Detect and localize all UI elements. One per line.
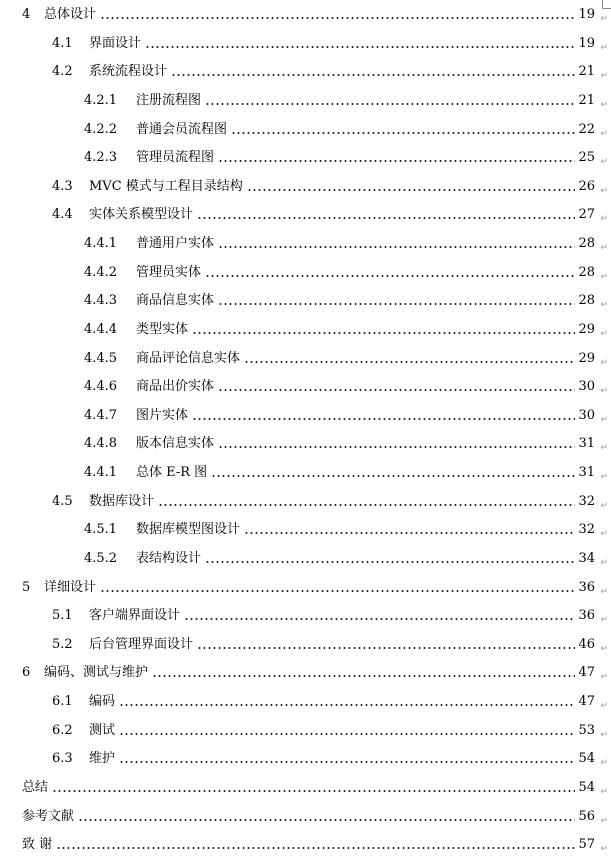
toc-entry-number: 4.4.3 bbox=[84, 293, 118, 309]
dot-leader bbox=[158, 504, 575, 506]
dot-leader bbox=[78, 819, 575, 821]
toc-entry-title: 普通用户实体 bbox=[136, 236, 215, 252]
dot-leader bbox=[145, 46, 575, 48]
toc-entry-page: 57 bbox=[578, 837, 595, 853]
toc-entry[interactable] bbox=[0, 262, 611, 284]
paragraph-mark-icon: ↵ bbox=[600, 71, 608, 82]
toc-entry[interactable] bbox=[0, 720, 611, 742]
toc-entry-title: 编码 bbox=[89, 694, 116, 710]
toc-entry-title: 类型实体 bbox=[136, 321, 189, 337]
toc-entry-number: 4.2.1 bbox=[84, 92, 118, 108]
toc-entry-title: 客户端界面设计 bbox=[89, 608, 181, 624]
toc-entry-page: 31 bbox=[578, 436, 595, 452]
toc-entry-title: 界面设计 bbox=[89, 35, 142, 51]
toc-entry-number: 4.2 bbox=[52, 64, 73, 80]
toc-entry-title: 参考文献 bbox=[22, 808, 75, 824]
paragraph-mark-icon: ↵ bbox=[600, 328, 608, 339]
paragraph-mark-icon: ↵ bbox=[600, 414, 608, 425]
toc-entry-number: 6.1 bbox=[52, 694, 73, 710]
paragraph-mark-icon: ↵ bbox=[600, 529, 608, 540]
toc-entry-page: 27 bbox=[578, 207, 595, 223]
dot-leader bbox=[197, 647, 575, 649]
paragraph-mark-icon: ↵ bbox=[600, 758, 608, 769]
toc-entry-title: 数据库模型图设计 bbox=[136, 522, 241, 538]
toc-entry-number: 4.4.7 bbox=[84, 407, 118, 423]
toc-entry[interactable] bbox=[0, 806, 611, 828]
toc-entry-page: 36 bbox=[578, 579, 595, 595]
toc-entry-number: 5.1 bbox=[52, 608, 73, 624]
toc-entry-page: 21 bbox=[578, 92, 595, 108]
paragraph-mark-icon: ↵ bbox=[600, 357, 608, 368]
toc-entry[interactable] bbox=[0, 462, 611, 484]
paragraph-mark-icon: ↵ bbox=[600, 844, 608, 855]
paragraph-mark-icon: ↵ bbox=[600, 243, 608, 254]
dot-leader bbox=[205, 561, 575, 563]
toc-entry-page: 28 bbox=[578, 264, 595, 280]
dot-leader bbox=[56, 847, 575, 849]
toc-entry-title: 测试 bbox=[89, 722, 116, 738]
toc-entry-page: 22 bbox=[578, 121, 595, 137]
toc-entry[interactable] bbox=[0, 33, 611, 55]
toc-entry[interactable] bbox=[0, 748, 611, 770]
toc-entry-title: 实体关系模型设计 bbox=[89, 207, 194, 223]
toc-entry-title: 注册流程图 bbox=[136, 92, 202, 108]
dot-leader bbox=[247, 189, 576, 191]
paragraph-mark-icon: ↵ bbox=[600, 500, 608, 511]
toc-entry[interactable] bbox=[0, 319, 611, 341]
paragraph-mark-icon: ↵ bbox=[600, 128, 608, 139]
dot-leader bbox=[119, 733, 575, 735]
toc-entry[interactable] bbox=[0, 605, 611, 627]
toc-entry-title: 系统流程设计 bbox=[89, 64, 168, 80]
toc-entry-number: 4.2.2 bbox=[84, 121, 118, 137]
paragraph-mark-icon: ↵ bbox=[600, 586, 608, 597]
toc-entry-page: 47 bbox=[578, 694, 595, 710]
paragraph-mark-icon: ↵ bbox=[600, 815, 608, 826]
toc-entry-number: 4.3 bbox=[52, 178, 73, 194]
dot-leader bbox=[119, 704, 575, 706]
dot-leader bbox=[231, 132, 575, 134]
toc-entry[interactable] bbox=[0, 90, 611, 112]
toc-entry[interactable] bbox=[0, 290, 611, 312]
toc-entry[interactable] bbox=[0, 634, 611, 656]
toc-entry-page: 19 bbox=[578, 7, 595, 22]
dot-leader bbox=[218, 246, 575, 248]
toc-entry-page: 47 bbox=[578, 665, 595, 681]
toc-entry-title: 致 谢 bbox=[22, 837, 53, 853]
toc-entry[interactable] bbox=[0, 519, 611, 541]
dot-leader bbox=[244, 532, 575, 534]
toc-entry-title: 详细设计 bbox=[44, 579, 97, 595]
toc-entry[interactable] bbox=[0, 491, 611, 513]
toc-entry-number: 4.4.8 bbox=[84, 436, 118, 452]
toc-entry-page: 54 bbox=[578, 751, 595, 767]
dot-leader bbox=[100, 17, 575, 19]
paragraph-mark-icon: ↵ bbox=[600, 386, 608, 397]
dot-leader bbox=[119, 761, 575, 763]
toc-entry[interactable] bbox=[0, 777, 611, 799]
dot-leader bbox=[171, 74, 575, 76]
toc-entry-page: 29 bbox=[578, 350, 595, 366]
paragraph-mark-icon: ↵ bbox=[600, 14, 608, 24]
toc-entry-page: 26 bbox=[578, 178, 595, 194]
toc-entry-page: 54 bbox=[578, 780, 595, 795]
dot-leader bbox=[218, 446, 575, 448]
paragraph-mark-icon: ↵ bbox=[600, 443, 608, 454]
toc-entry[interactable] bbox=[0, 4, 611, 26]
dot-leader bbox=[192, 418, 575, 420]
toc-entry-page: 32 bbox=[578, 522, 595, 538]
toc-entry[interactable] bbox=[0, 577, 611, 599]
toc-entry-number: 4.4.5 bbox=[84, 350, 118, 366]
dot-leader bbox=[244, 361, 575, 363]
dot-leader bbox=[205, 103, 575, 105]
toc-entry-number: 5 bbox=[22, 579, 31, 595]
toc-entry-number: 4.4.6 bbox=[84, 379, 118, 395]
toc-entry-page: 21 bbox=[578, 64, 595, 80]
toc-entry[interactable] bbox=[0, 405, 611, 427]
paragraph-mark-icon: ↵ bbox=[600, 557, 608, 568]
dot-leader bbox=[218, 389, 575, 391]
toc-entry[interactable] bbox=[0, 147, 611, 169]
paragraph-mark-icon: ↵ bbox=[600, 157, 608, 168]
toc-entry[interactable] bbox=[0, 119, 611, 141]
toc-entry-number: 6.2 bbox=[52, 722, 73, 738]
toc-entry-number: 4.5 bbox=[52, 493, 73, 509]
toc-entry-number: 5.2 bbox=[52, 636, 73, 652]
toc-entry[interactable] bbox=[0, 176, 611, 198]
toc-entry[interactable] bbox=[0, 691, 611, 713]
toc-entry-title: 编码、测试与维护 bbox=[44, 665, 149, 681]
toc-entry[interactable] bbox=[0, 433, 611, 455]
paragraph-mark-icon: ↵ bbox=[600, 185, 608, 196]
toc-entry-number: 4.5.2 bbox=[84, 550, 118, 566]
toc-entry-number: 4.2.3 bbox=[84, 150, 118, 166]
dot-leader bbox=[218, 303, 575, 305]
toc-entry-page: 29 bbox=[578, 321, 595, 337]
toc-entry-title: 普通会员流程图 bbox=[136, 121, 228, 137]
toc-entry-title: 总体 E-R 图 bbox=[136, 465, 208, 481]
toc-entry[interactable] bbox=[0, 548, 611, 570]
toc-entry-page: 30 bbox=[578, 379, 595, 395]
dot-leader bbox=[184, 618, 575, 620]
dot-leader bbox=[192, 332, 575, 334]
toc-entry-number: 6.3 bbox=[52, 751, 73, 767]
toc-entry-page: 30 bbox=[578, 407, 595, 423]
paragraph-mark-icon: ↵ bbox=[600, 472, 608, 483]
toc-entry[interactable] bbox=[0, 61, 611, 83]
toc-entry-title: 数据库设计 bbox=[89, 493, 155, 509]
toc-entry[interactable] bbox=[0, 834, 611, 856]
toc-entry-number: 4 bbox=[22, 7, 31, 22]
toc-entry-number: 4.4.1 bbox=[84, 236, 118, 252]
toc-entry-title: 总结 bbox=[22, 780, 49, 795]
toc-entry-number: 4.4.4 bbox=[84, 321, 118, 337]
toc-entry-title: 后台管理界面设计 bbox=[89, 636, 194, 652]
toc-entry-number: 4.4 bbox=[52, 207, 73, 223]
toc-entry[interactable] bbox=[0, 662, 611, 684]
toc-entry-title: 表结构设计 bbox=[136, 550, 202, 566]
toc-entry-page: 28 bbox=[578, 293, 595, 309]
toc-entry-title: 管理员实体 bbox=[136, 264, 202, 280]
toc-entry-page: 46 bbox=[578, 636, 595, 652]
toc-entry-title: 商品评论信息实体 bbox=[136, 350, 241, 366]
paragraph-mark-icon: ↵ bbox=[600, 300, 608, 311]
toc-entry[interactable] bbox=[0, 348, 611, 370]
toc-entry-title: 总体设计 bbox=[44, 7, 97, 22]
toc-entry-number: 4.5.1 bbox=[84, 522, 118, 538]
dot-leader bbox=[197, 217, 575, 219]
toc-entry-number: 4.4.1 bbox=[84, 465, 118, 481]
toc-entry-page: 56 bbox=[578, 808, 595, 824]
toc-entry-title: 维护 bbox=[89, 751, 116, 767]
paragraph-mark-icon: ↵ bbox=[600, 99, 608, 110]
toc-entry-title: MVC 模式与工程目录结构 bbox=[89, 178, 243, 194]
toc-entry-title: 版本信息实体 bbox=[136, 436, 215, 452]
toc-entry-title: 图片实体 bbox=[136, 407, 189, 423]
paragraph-mark-icon: ↵ bbox=[600, 42, 608, 53]
dot-leader bbox=[205, 275, 575, 277]
toc-entry-number: 4.4.2 bbox=[84, 264, 118, 280]
toc-entry-page: 28 bbox=[578, 236, 595, 252]
paragraph-mark-icon: ↵ bbox=[600, 643, 608, 654]
toc-entry-page: 31 bbox=[578, 465, 595, 481]
toc-entry-page: 36 bbox=[578, 608, 595, 624]
toc-entry[interactable] bbox=[0, 204, 611, 226]
toc-entry-number: 6 bbox=[22, 665, 31, 681]
paragraph-mark-icon: ↵ bbox=[600, 701, 608, 712]
dot-leader bbox=[218, 160, 575, 162]
toc-entry[interactable] bbox=[0, 233, 611, 255]
toc-entry[interactable] bbox=[0, 376, 611, 398]
toc-entry-number: 4.1 bbox=[52, 35, 73, 51]
dot-leader bbox=[152, 675, 575, 677]
toc-entry-page: 32 bbox=[578, 493, 595, 509]
toc-entry-page: 25 bbox=[578, 150, 595, 166]
toc-entry-page: 19 bbox=[578, 35, 595, 51]
paragraph-mark-icon: ↵ bbox=[600, 271, 608, 282]
toc-entry-page: 34 bbox=[578, 550, 595, 566]
dot-leader bbox=[211, 475, 575, 477]
paragraph-mark-icon: ↵ bbox=[600, 672, 608, 683]
toc-entry-page: 53 bbox=[578, 722, 595, 738]
paragraph-mark-icon: ↵ bbox=[600, 787, 608, 797]
paragraph-mark-icon: ↵ bbox=[600, 615, 608, 626]
paragraph-mark-icon: ↵ bbox=[600, 214, 608, 225]
toc-entry-title: 管理员流程图 bbox=[136, 150, 215, 166]
toc-entry-title: 商品出价实体 bbox=[136, 379, 215, 395]
paragraph-mark-icon: ↵ bbox=[600, 729, 608, 740]
dot-leader bbox=[100, 590, 575, 592]
dot-leader bbox=[52, 790, 575, 792]
toc-entry-title: 商品信息实体 bbox=[136, 293, 215, 309]
